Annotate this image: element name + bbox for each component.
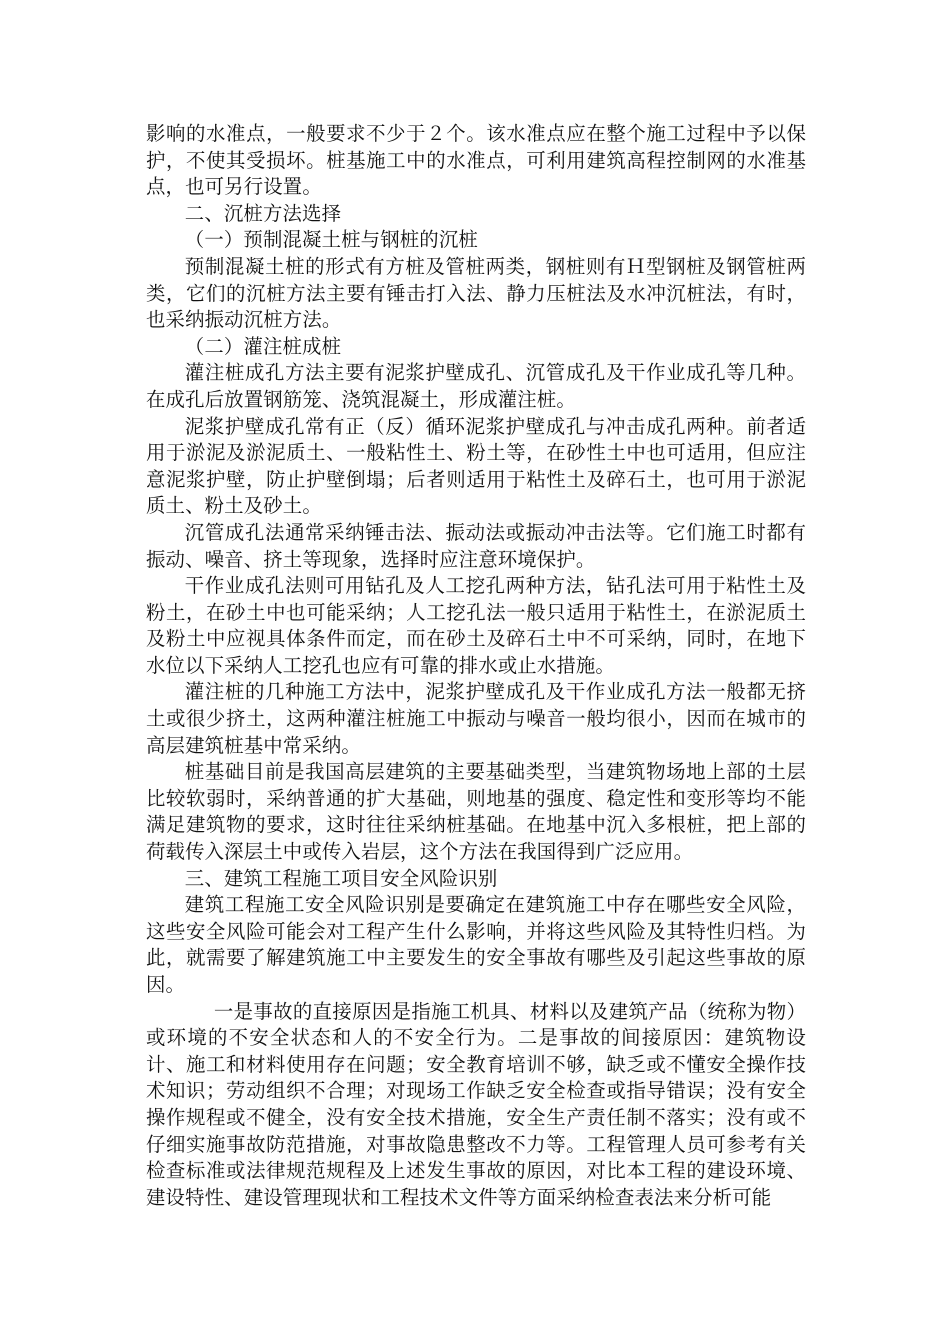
subsection-heading-precast-steel-piles: （一）预制混凝土桩与钢桩的沉桩 bbox=[184, 228, 478, 252]
paragraph-precast-piles: 预制混凝土桩的形式有方桩及管桩两类，钢桩则有Ｈ型钢桩及钢管桩两类，它们的沉桩方法主要有锤击打入法、静力压桩法及水冲沉桩法，有时，也采纳振动沉桩方法。 bbox=[146, 254, 806, 332]
section-heading-pile-sinking: 二、沉桩方法选择 bbox=[184, 201, 342, 225]
paragraph-accident-causes: 一是事故的直接原因是指施工机具、材料以及建筑产品（统称为物）或环境的不安全状态和人的不安全行为。二是事故的间接原因：建筑物设计、施工和材料使用存在问题；安全教育培训不够，缺乏或不懂安全操作技术知识；劳动组织不合理；对现场工作缺乏安全检查或指导错误；没有安全操作规程或不健全，没有安全技术措施，安全生产责任制不落实；没有或不仔细实施事故防范措施，对事故隐患整改不力等。工程管理人员可参考有关检查标准或法律规范规程及上述发生事故的原因，对比本工程的建设环境、建设特性、建设管理现状和工程技术文件等方面采纳检查表法来分析可能 bbox=[146, 999, 806, 1209]
paragraph-dry-boring: 干作业成孔法则可用钻孔及人工挖孔两种方法，钻孔法可用于粘性土及粉土，在砂土中也可能采纳；人工挖孔法一般只适用于粘性土，在淤泥质土及粉土中应视具体条件而定，而在砂土及碎石土中不可采纳，同时，在地下水位以下采纳人工挖孔也应有可靠的排水或止水措施。 bbox=[146, 574, 806, 677]
subsection-heading-cast-in-place: （二）灌注桩成桩 bbox=[184, 334, 342, 358]
paragraph-pile-foundation: 桩基础目前是我国高层建筑的主要基础类型，当建筑物场地上部的土层比较软弱时，采纳普通的扩大基础，则地基的强度、稳定性和变形等均不能满足建筑物的要求，这时往往采纳桩基础。在地基中沉入多根桩，把上部的荷载传入深层土中或传入岩层，这个方法在我国得到广泛应用。 bbox=[146, 760, 806, 864]
paragraph-casing-boring: 沉管成孔法通常采纳锤击法、振动法或振动冲击法等。它们施工时都有振动、噪音、挤土等现象，选择时应注意环境保护。 bbox=[146, 520, 806, 571]
paragraph-cast-in-place-methods: 灌注桩成孔方法主要有泥浆护壁成孔、沉管成孔及干作业成孔等几种。在成孔后放置钢筋笼、浇筑混凝土，形成灌注桩。 bbox=[146, 361, 806, 411]
paragraph-mud-wall-boring: 泥浆护壁成孔常有正（反）循环泥浆护壁成孔与冲击成孔两种。前者适用于淤泥及淤泥质土、一般粘性土、粉土等，在砂性土中也可适用，但应注意泥浆护壁，防止护壁倒塌；后者则适用于粘性土及碎石土，也可用于淤泥质土、粉土及砂土。 bbox=[146, 414, 806, 518]
document-body bbox=[146, 121, 806, 1211]
paragraph-benchmark-protection: 影响的水准点，一般要求不少于２个。该水准点应在整个施工过程中予以保护，不使其受损坏。桩基施工中的水准点，可利用建筑高程控制网的水准基点，也可另行设置。 bbox=[146, 122, 806, 199]
paragraph-risk-identification: 建筑工程施工安全风险识别是要确定在建筑施工中存在哪些安全风险，这些安全风险可能会对工程产生什么影响，并将这些风险及其特性归档。为此，就需要了解建筑施工中主要发生的安全事故有哪些及引起这些事故的原因。 bbox=[146, 893, 806, 996]
section-heading-risk-identification: 三、建筑工程施工项目安全风险识别 bbox=[184, 866, 498, 890]
paragraph-method-comparison: 灌注桩的几种施工方法中，泥浆护壁成孔及干作业成孔方法一般都无挤土或很少挤土，这两种灌注桩施工中振动与噪音一般均很小，因而在城市的高层建筑桩基中常采纳。 bbox=[146, 680, 806, 757]
